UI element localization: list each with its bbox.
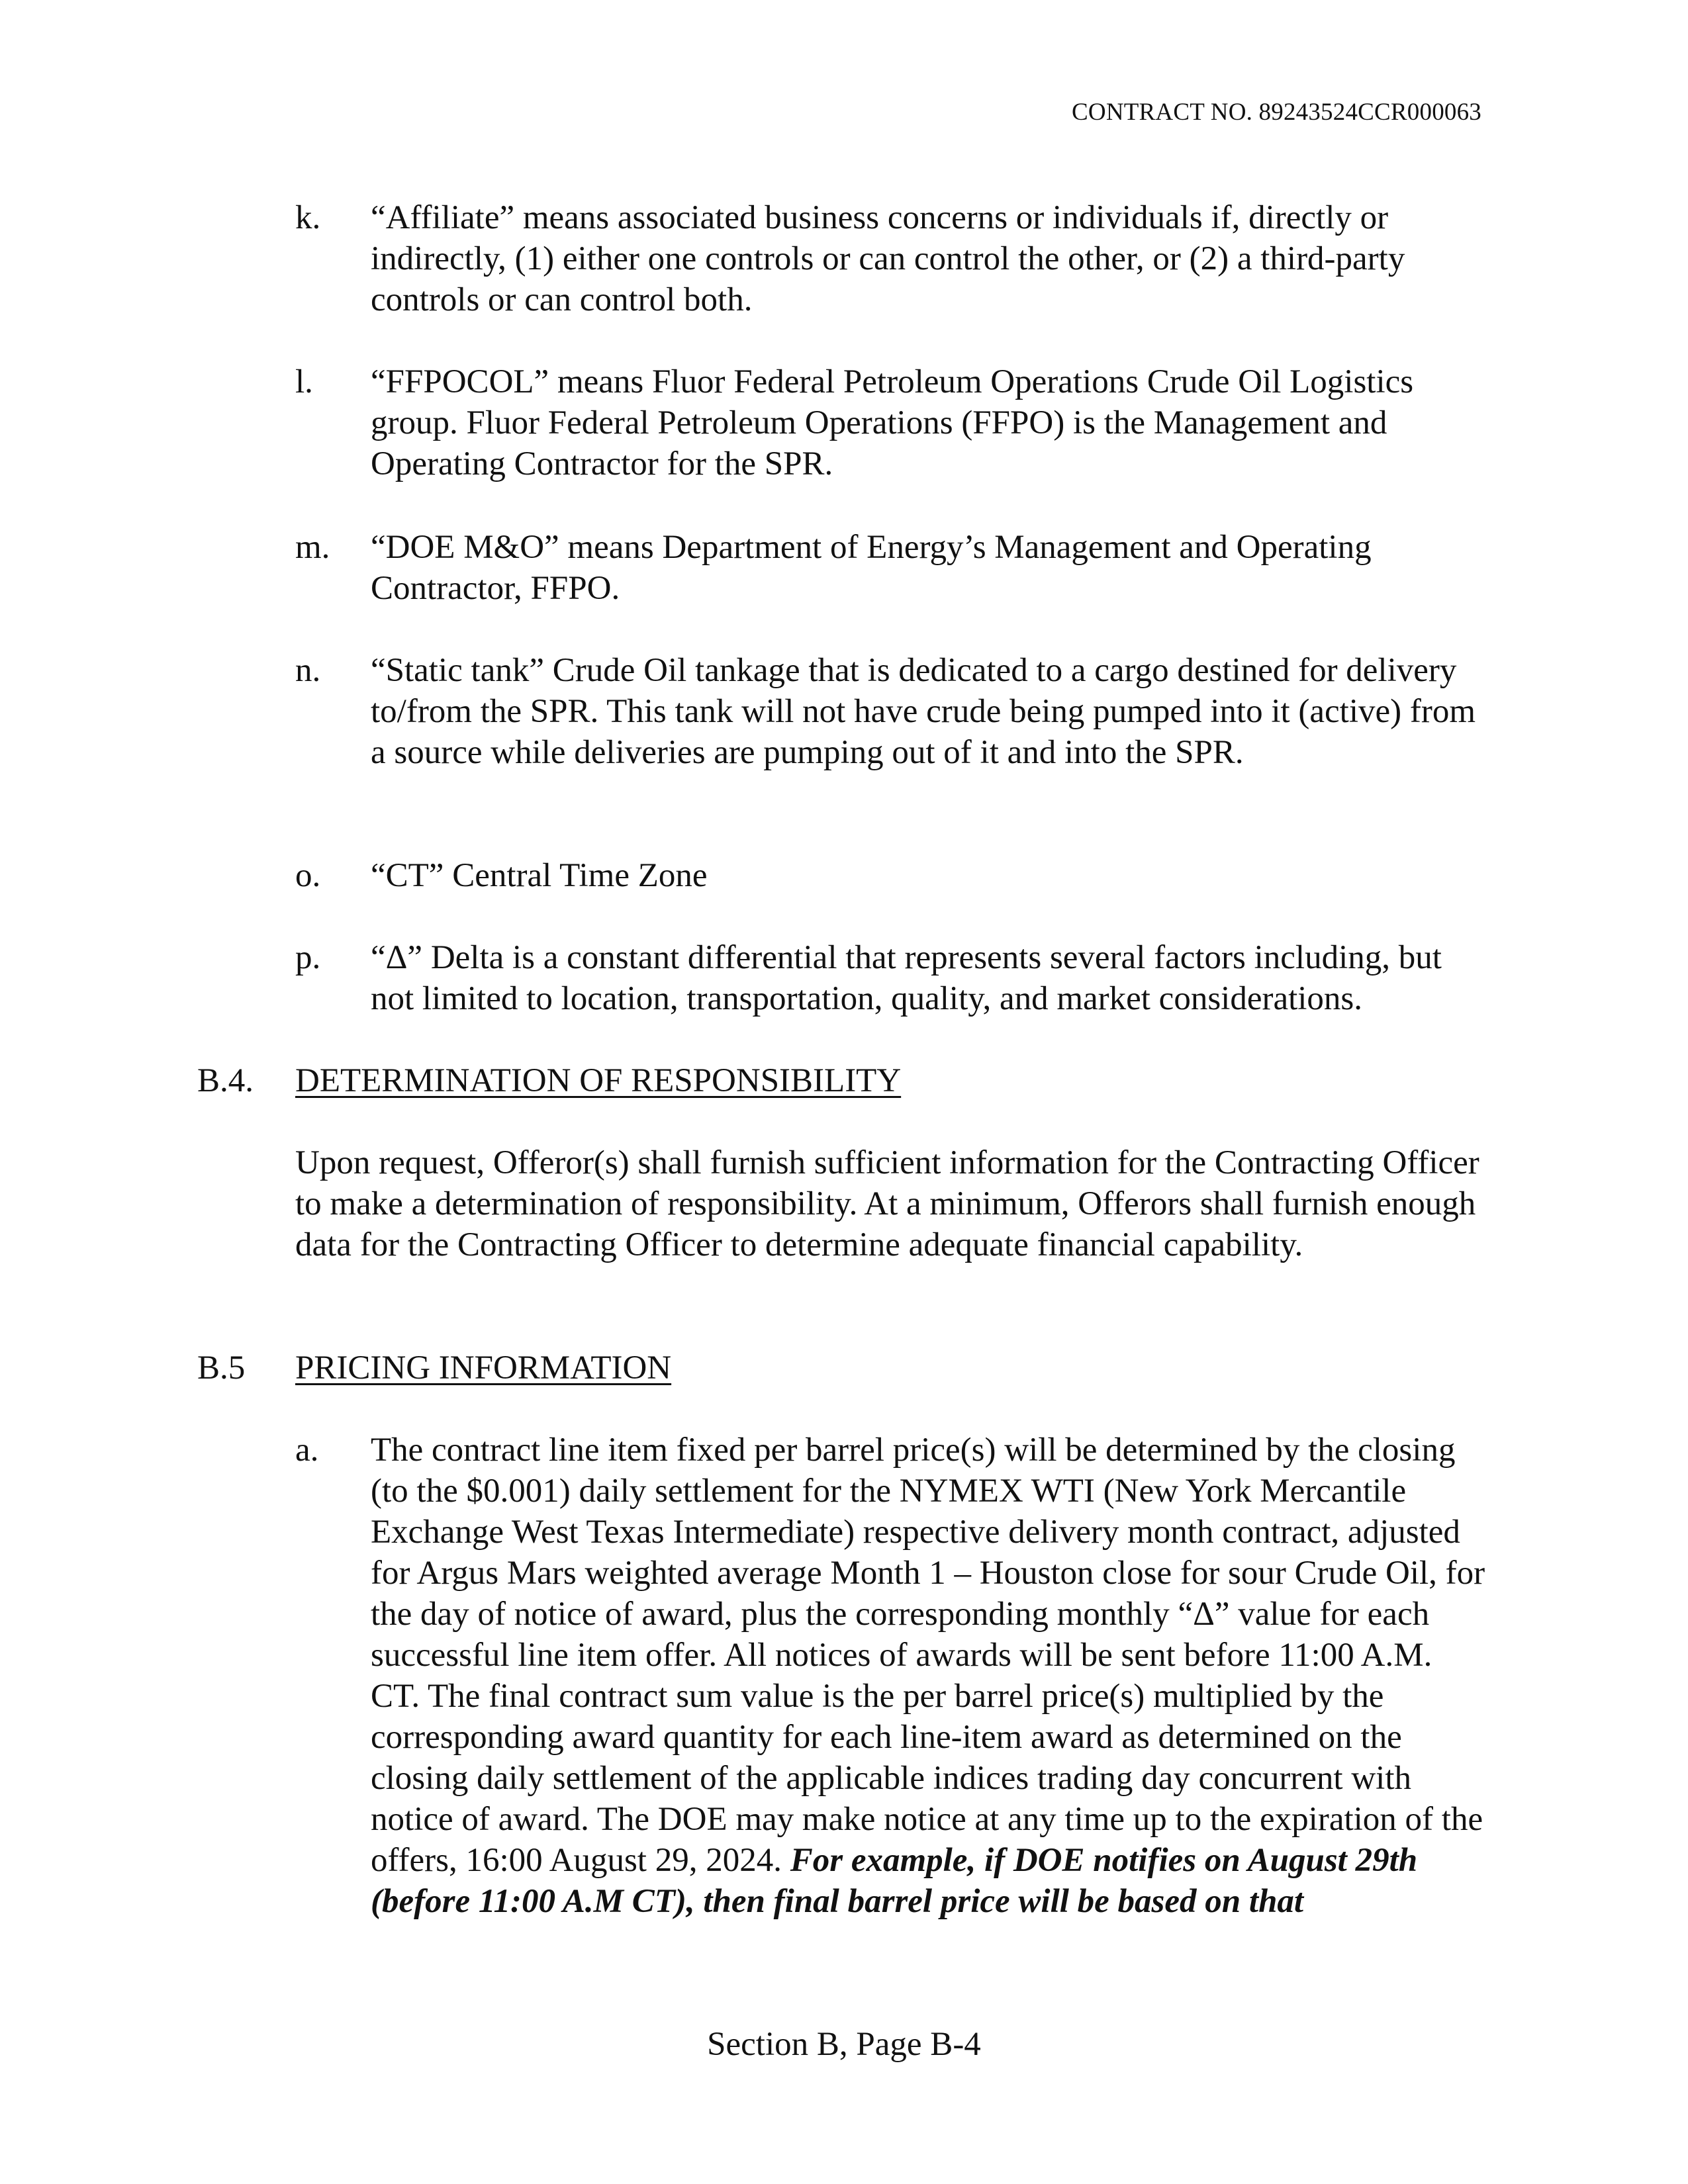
pricing-item-body: The contract line item fixed per barrel price(s) will be determined by the closing (to the $0.001) daily settlement for the NYMEX WTI (New York Mercantile Exchange West Texas Intermediate) respective delivery month contract, adjusted for Argus Mars weighted average Month 1 – Houston close for sour Crude Oil, for the day of notice of award, plus the corresponding monthly “Δ” value for each successful line item offer. All notices of awards will be sent before 11:00 A.M. CT. The final contract sum value is the per barrel price(s) multiplied by the corresponding award quantity for each line-item award as determined on the closing daily settlement of the applicable indices trading day concurrent with notice of award. The DOE may make notice at any time up to the expiration of the offers, 16:00 August 29, 2024.: [371, 1432, 1485, 1879]
definition-item-l: [295, 361, 1487, 484]
pricing-item-label: a.: [295, 1432, 319, 1469]
definition-item-k: [295, 197, 1487, 320]
section-number: B.4.: [197, 1062, 254, 1099]
definition-label: l.: [295, 363, 313, 400]
definition-item-m: [295, 527, 1487, 609]
responsibility-paragraph: Upon request, Offeror(s) shall furnish sufficient information for the Contracting Officer to make a determination of responsibility. At a minimum, Offerors shall furnish enough data for the Contracting Officer to determine adequate financial capability.: [295, 1144, 1479, 1263]
pricing-item-example-emphasis: For example, if DOE notifies on August 29th (before 11:00 A.M CT), then final barrel price will be based on that: [371, 1842, 1418, 1920]
definition-text: “FFPOCOL” means Fluor Federal Petroleum Operations Crude Oil Logistics group. Fluor Federal Petroleum Operations (FFPO) is the Management and Operating Contractor for the SPR.: [371, 363, 1414, 482]
definition-item-n: [295, 650, 1487, 773]
definition-item-p: [295, 937, 1487, 1019]
definition-label: p.: [295, 939, 321, 976]
definition-text: “Δ” Delta is a constant differential that represents several factors including, but not limited to location, transportation, quality, and market considerations.: [371, 939, 1442, 1017]
section-heading-b5: [197, 1347, 1488, 1388]
definition-label: o.: [295, 857, 321, 894]
section-title: PRICING INFORMATION: [295, 1349, 672, 1387]
definition-label: n.: [295, 652, 321, 689]
pricing-item-a: [295, 1430, 1487, 1922]
page-footer: Section B, Page B-4: [707, 2026, 981, 2063]
section-number: B.5: [197, 1349, 246, 1387]
contract-number-header: CONTRACT NO. 89243524CCR000063: [1072, 99, 1481, 126]
definition-item-o: [295, 855, 1487, 896]
definition-label: k.: [295, 199, 321, 236]
definition-label: m.: [295, 529, 330, 566]
definition-text: “DOE M&O” means Department of Energy’s Management and Operating Contractor, FFPO.: [371, 529, 1372, 607]
section-title: DETERMINATION OF RESPONSIBILITY: [295, 1062, 902, 1099]
pricing-item-text: [371, 1430, 1487, 1922]
definition-text: “Static tank” Crude Oil tankage that is dedicated to a cargo destined for delivery to/from the SPR. This tank will not have crude being pumped into it (active) from a source while deliveries are pumping out of it and into the SPR.: [371, 652, 1476, 771]
section-heading-b4: [197, 1060, 1488, 1101]
definition-text: “Affiliate” means associated business concerns or individuals if, directly or indirectly, (1) either one controls or can control the other, or (2) a third-party controls or can control both.: [371, 199, 1405, 318]
definition-text: “CT” Central Time Zone: [371, 857, 708, 894]
